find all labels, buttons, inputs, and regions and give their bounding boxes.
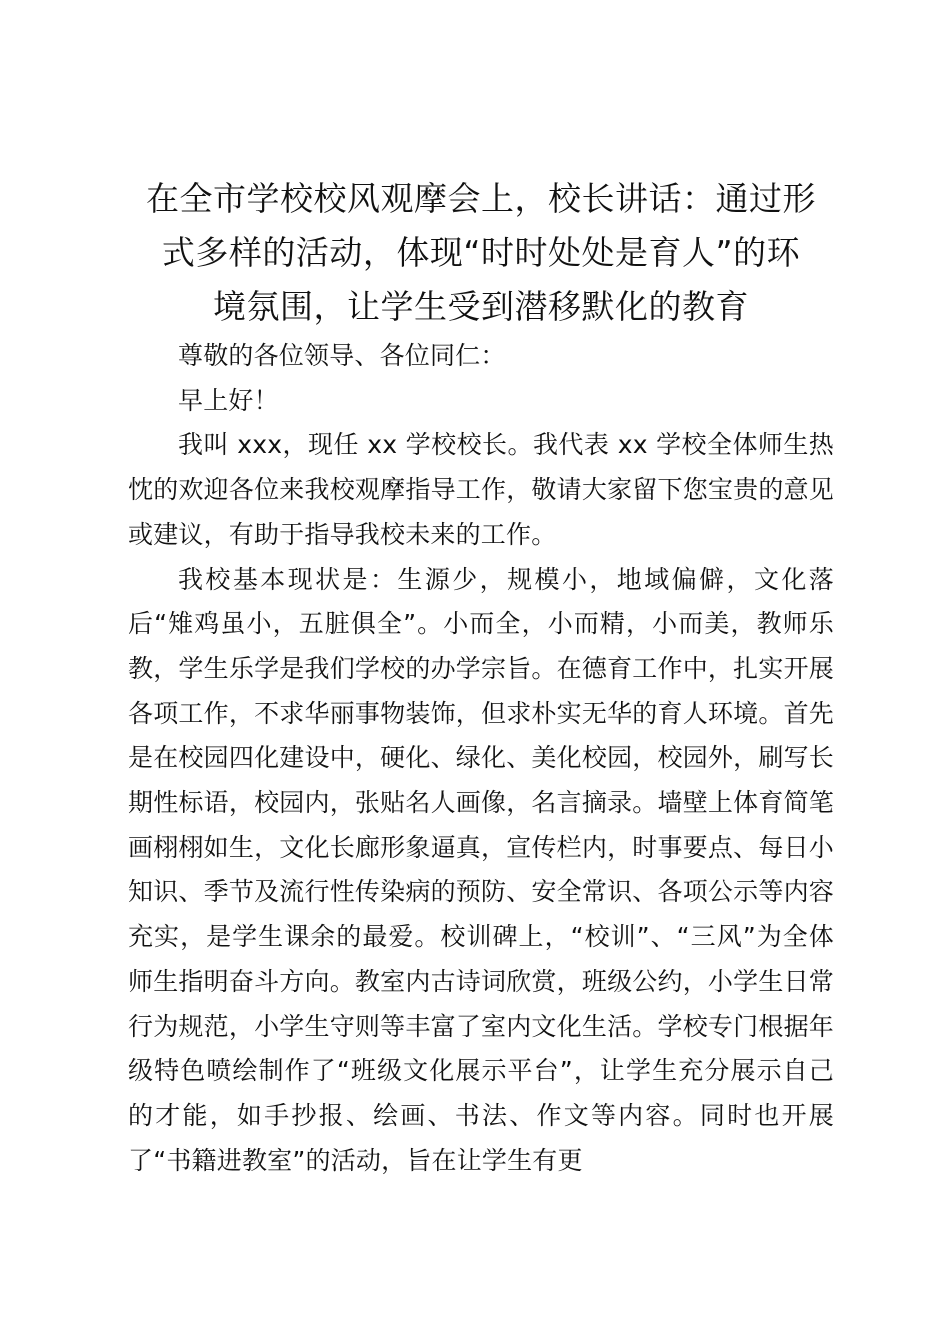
title-line-2: 式多样的活动，体现“时时处处是育人”的环 — [161, 233, 801, 272]
title-line-3: 境氛围，让学生受到潜移默化的教育 — [213, 287, 749, 326]
paragraph-introduction: 我叫 xxx，现任 xx 学校校长。我代表 xx 学校全体师生热忱的欢迎各位来我校观摩指导工作，敬请大家留下您宝贵的意见或建议，有助于指导我校未来的工作。 — [128, 430, 834, 549]
document-page — [128, 172, 834, 1183]
salutation: 尊敬的各位领导、各位同仁： — [178, 341, 506, 370]
document-body — [128, 334, 834, 1183]
title-line-1: 在全市学校校风观摩会上，校长讲话：通过形 — [146, 179, 816, 218]
greeting: 早上好！ — [178, 385, 279, 415]
paragraph-school-status: 我校基本现状是：生源少，规模小，地域偏僻，文化落后“雉鸡虽小，五脏俱全”。小而全，小而精，小而美，教师乐教，学生乐学是我们学校的办学宗旨。在德育工作中，扎实开展各项工作，不求华丽事物装饰，但求朴实无华的育人环境。首先是在校园四化建设中，硬化、绿化、美化校园，校园外，刷写长期性标语，校园内，张贴名人画像，名言摘录。墙壁上体育简笔画栩栩如生，文化长廊形象逼真，宣传栏内，时事要点、每日小知识、季节及流行性传染病的预防、安全常识、各项公示等内容充实，是学生课余的最爱。校训碑上，“校训”、“三风”为全体师生指明奋斗方向。教室内古诗词欣赏，班级公约，小学生日常行为规范，小学生守则等丰富了室内文化生活。学校专门根据年级特色喷绘制作了“班级文化展示平台”，让学生充分展示自己的才能，如手抄报、绘画、书法、作文等内容。同时也开展了“书籍进教室”的活动，旨在让学生有更 — [128, 564, 834, 1175]
document-title — [128, 172, 834, 334]
